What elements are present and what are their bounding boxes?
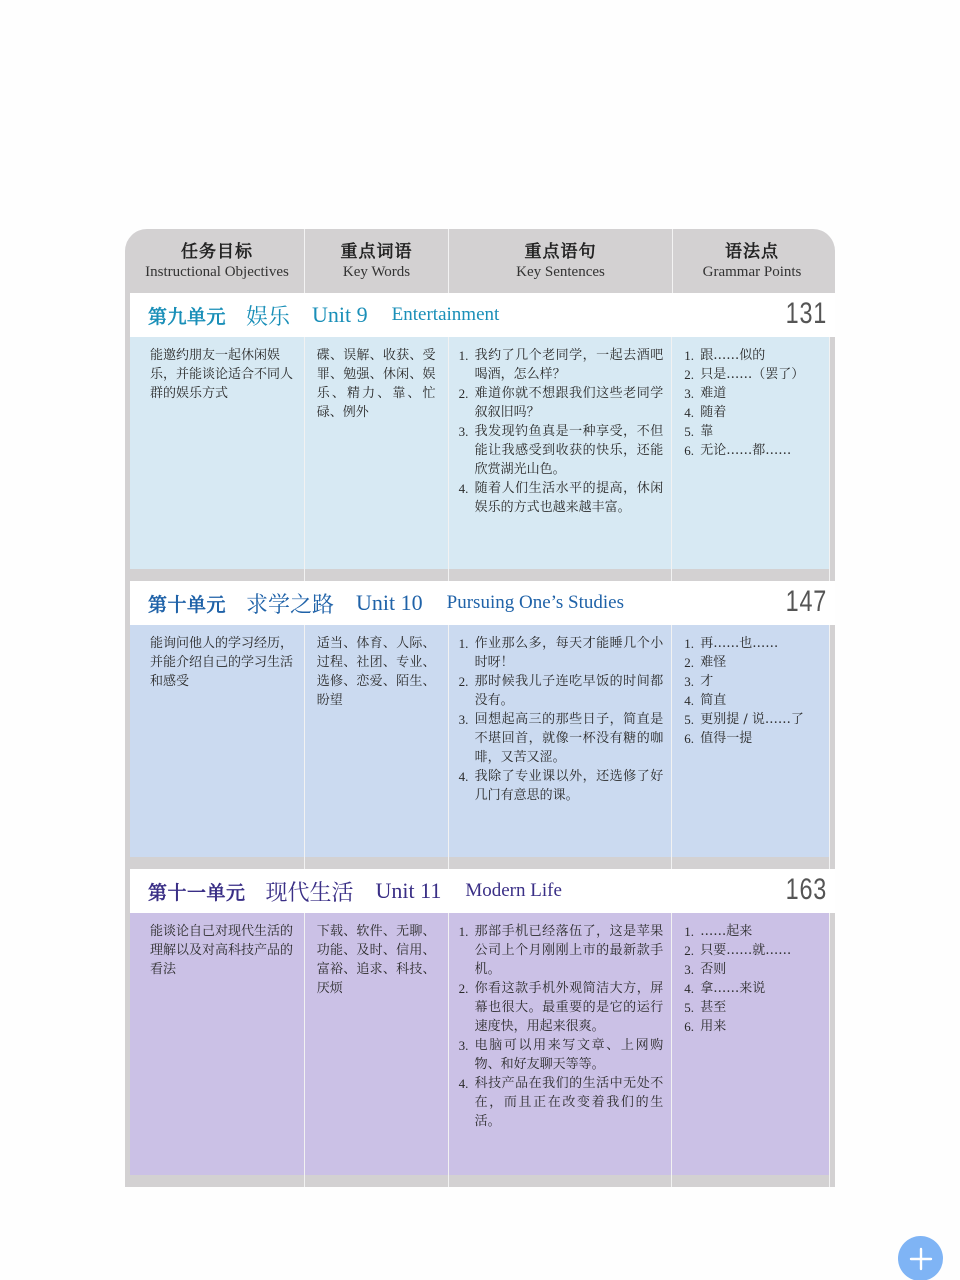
item-number: 4. xyxy=(458,481,469,496)
grammar-text: 才 xyxy=(700,674,714,689)
page-number: 131 xyxy=(785,297,827,330)
page-number: 163 xyxy=(785,873,827,906)
unit-zh-name: 现代生活 xyxy=(265,880,354,906)
contents-table xyxy=(125,229,835,1187)
header-zh: 重点词语 xyxy=(340,242,413,262)
sentence-text: 科技产品在我们的生活中无处不在，而且正在改变着我们的生活。 xyxy=(474,1076,664,1129)
key-words-cell: 下载、软件、无聊、功能、及时、信用、富裕、追求、科技、厌烦 xyxy=(305,913,449,1175)
unit-en-name: Modern Life xyxy=(465,880,562,901)
grammar-point xyxy=(684,960,819,979)
objective-cell: 能邀约朋友一起休闲娱乐，并能谈论适合不同人群的娱乐方式 xyxy=(130,337,305,569)
grammar-text: 靠 xyxy=(700,424,714,439)
page-number: 147 xyxy=(785,585,827,618)
key-sentence xyxy=(459,1074,664,1131)
header-key-sentences xyxy=(449,229,673,293)
item-number: 5. xyxy=(684,712,694,727)
grammar-text: 只要……就…… xyxy=(700,943,792,958)
item-number: 5. xyxy=(684,1000,694,1015)
item-number: 4. xyxy=(458,769,469,784)
item-number: 3. xyxy=(684,386,694,401)
objective-cell: 能询问他人的学习经历，并能介绍自己的学习生活和感受 xyxy=(130,625,305,857)
item-number: 6. xyxy=(684,731,694,746)
grammar-text: 拿……来说 xyxy=(700,981,766,996)
sentence-text: 随着人们生活水平的提高，休闲娱乐的方式也越来越丰富。 xyxy=(474,481,664,515)
grammar-point xyxy=(684,634,819,653)
row-divider xyxy=(130,1175,830,1187)
unit-section xyxy=(130,869,830,1187)
unit-en-name: Entertainment xyxy=(391,304,500,325)
item-number: 3. xyxy=(458,424,469,439)
sentence-text: 你看这款手机外观简洁大方，屏幕也很大。最重要的是它的运行速度快，用起来很爽。 xyxy=(474,981,664,1034)
sentence-text: 我除了专业课以外，还选修了好几门有意思的课。 xyxy=(474,769,664,803)
sentence-text: 电脑可以用来写文章、上网购物、和好友聊天等等。 xyxy=(474,1038,664,1072)
grammar-text: 简直 xyxy=(700,693,727,708)
key-sentence xyxy=(459,1036,664,1074)
grammar-point xyxy=(684,922,819,941)
unit-number: Unit 10 xyxy=(356,590,423,615)
header-zh: 任务目标 xyxy=(181,242,253,262)
item-number: 1. xyxy=(684,348,694,363)
unit-zh-number: 第十一单元 xyxy=(148,881,246,904)
item-number: 1. xyxy=(684,924,694,939)
grammar-point xyxy=(684,403,819,422)
item-number: 3. xyxy=(458,712,469,727)
grammar-text: 再……也…… xyxy=(700,636,779,651)
header-key-words xyxy=(305,229,449,293)
header-en: Key Sentences xyxy=(516,264,605,280)
item-number: 2. xyxy=(684,943,694,958)
item-number: 4. xyxy=(458,1076,469,1091)
item-number: 4. xyxy=(684,981,694,996)
grammar-point xyxy=(684,384,819,403)
row-divider xyxy=(130,569,830,581)
grammar-point xyxy=(684,1017,819,1036)
unit-zh-name: 求学之路 xyxy=(246,592,335,618)
table-header xyxy=(125,229,835,293)
item-number: 2. xyxy=(458,674,469,689)
grammar-text: 随着 xyxy=(700,405,727,420)
key-sentences-cell xyxy=(449,337,673,569)
grammar-points-cell xyxy=(672,337,830,569)
unit-en-name: Pursuing One’s Studies xyxy=(446,592,625,613)
unit-number: Unit 11 xyxy=(375,878,442,903)
unit-section xyxy=(130,581,830,869)
grammar-points-cell xyxy=(672,913,830,1175)
grammar-text: 只是……（罢了） xyxy=(700,367,805,382)
key-words-cell: 适当、体育、人际、过程、社团、专业、选修、恋爱、陌生、盼望 xyxy=(305,625,449,857)
key-sentence xyxy=(459,384,664,422)
sentence-text: 我发现钓鱼真是一种享受，不但能让我感受到收获的快乐，还能欣赏湖光山色。 xyxy=(474,424,664,477)
grammar-point xyxy=(684,441,819,460)
grammar-text: 跟……似的 xyxy=(700,348,766,363)
item-number: 2. xyxy=(684,367,694,382)
item-number: 2. xyxy=(458,386,469,401)
unit-number: Unit 9 xyxy=(312,302,368,327)
objective-cell: 能谈论自己对现代生活的理解以及对高科技产品的看法 xyxy=(130,913,305,1175)
plus-icon xyxy=(909,1247,933,1271)
key-sentence xyxy=(459,672,664,710)
header-en: Instructional Objectives xyxy=(145,264,289,280)
item-number: 3. xyxy=(684,674,694,689)
grammar-text: 甚至 xyxy=(700,1000,727,1015)
grammar-text: 更别提 / 说……了 xyxy=(700,712,804,727)
grammar-text: ……起来 xyxy=(700,924,753,939)
key-sentence xyxy=(459,922,664,979)
item-number: 6. xyxy=(684,443,694,458)
key-sentences-cell xyxy=(449,913,673,1175)
unit-content-row xyxy=(130,625,830,857)
key-sentences-cell xyxy=(449,625,673,857)
sentence-text: 难道你就不想跟我们这些老同学叙叙旧吗？ xyxy=(474,386,664,420)
key-sentence xyxy=(459,479,664,517)
header-en: Grammar Points xyxy=(702,264,802,280)
key-sentence xyxy=(459,422,664,479)
unit-zh-number: 第十单元 xyxy=(148,593,227,616)
unit-zh-number: 第九单元 xyxy=(148,305,227,328)
grammar-point xyxy=(684,653,819,672)
item-number: 3. xyxy=(458,1038,469,1053)
unit-title-bar xyxy=(130,293,835,337)
grammar-text: 难道 xyxy=(700,386,727,401)
key-sentence xyxy=(459,979,664,1036)
item-number: 2. xyxy=(458,981,469,996)
add-button[interactable] xyxy=(898,1236,943,1280)
grammar-text: 用来 xyxy=(700,1019,727,1034)
sentence-text: 那时候我儿子连吃早饭的时间都没有。 xyxy=(474,674,664,708)
unit-content-row xyxy=(130,913,830,1175)
grammar-points-cell xyxy=(672,625,830,857)
header-grammar-points xyxy=(673,229,831,293)
item-number: 5. xyxy=(684,424,694,439)
units-body xyxy=(125,293,835,1187)
unit-title-bar xyxy=(130,581,835,625)
grammar-point xyxy=(684,672,819,691)
key-sentence xyxy=(459,346,664,384)
key-sentence xyxy=(459,710,664,767)
grammar-point xyxy=(684,710,819,729)
key-sentence xyxy=(459,634,664,672)
grammar-text: 值得一提 xyxy=(700,731,753,746)
grammar-point xyxy=(684,941,819,960)
header-objectives xyxy=(130,229,305,293)
grammar-point xyxy=(684,729,819,748)
grammar-text: 无论……都…… xyxy=(700,443,792,458)
sentence-text: 回想起高三的那些日子，简直是不堪回首，就像一杯没有糖的咖啡，又苦又涩。 xyxy=(474,712,664,765)
sentence-text: 那部手机已经落伍了，这是苹果公司上个月刚刚上市的最新款手机。 xyxy=(474,924,664,977)
item-number: 1. xyxy=(458,924,469,939)
item-number: 4. xyxy=(684,693,694,708)
item-number: 6. xyxy=(684,1019,694,1034)
item-number: 2. xyxy=(684,655,694,670)
grammar-point xyxy=(684,691,819,710)
row-divider xyxy=(130,857,830,869)
header-en: Key Words xyxy=(342,264,411,280)
grammar-text: 难怪 xyxy=(700,655,727,670)
item-number: 1. xyxy=(458,636,469,651)
sentence-text: 我约了几个老同学，一起去酒吧喝酒，怎么样？ xyxy=(474,348,664,382)
unit-title-bar xyxy=(130,869,835,913)
item-number: 4. xyxy=(684,405,694,420)
sentence-text: 作业那么多，每天才能睡几个小时呀！ xyxy=(474,636,664,670)
header-zh: 重点语句 xyxy=(524,242,597,262)
key-sentence xyxy=(459,767,664,805)
grammar-point xyxy=(684,346,819,365)
grammar-point xyxy=(684,365,819,384)
grammar-point xyxy=(684,422,819,441)
unit-section xyxy=(130,293,830,581)
grammar-point xyxy=(684,979,819,998)
item-number: 1. xyxy=(458,348,469,363)
key-words-cell: 碟、误解、收获、受罪、勉强、休闲、娱乐、精力、靠、忙碌、例外 xyxy=(305,337,449,569)
unit-content-row xyxy=(130,337,830,569)
grammar-point xyxy=(684,998,819,1017)
header-zh: 语法点 xyxy=(725,242,779,262)
item-number: 1. xyxy=(684,636,694,651)
grammar-text: 否则 xyxy=(700,962,727,977)
unit-zh-name: 娱乐 xyxy=(246,304,291,330)
item-number: 3. xyxy=(684,962,694,977)
